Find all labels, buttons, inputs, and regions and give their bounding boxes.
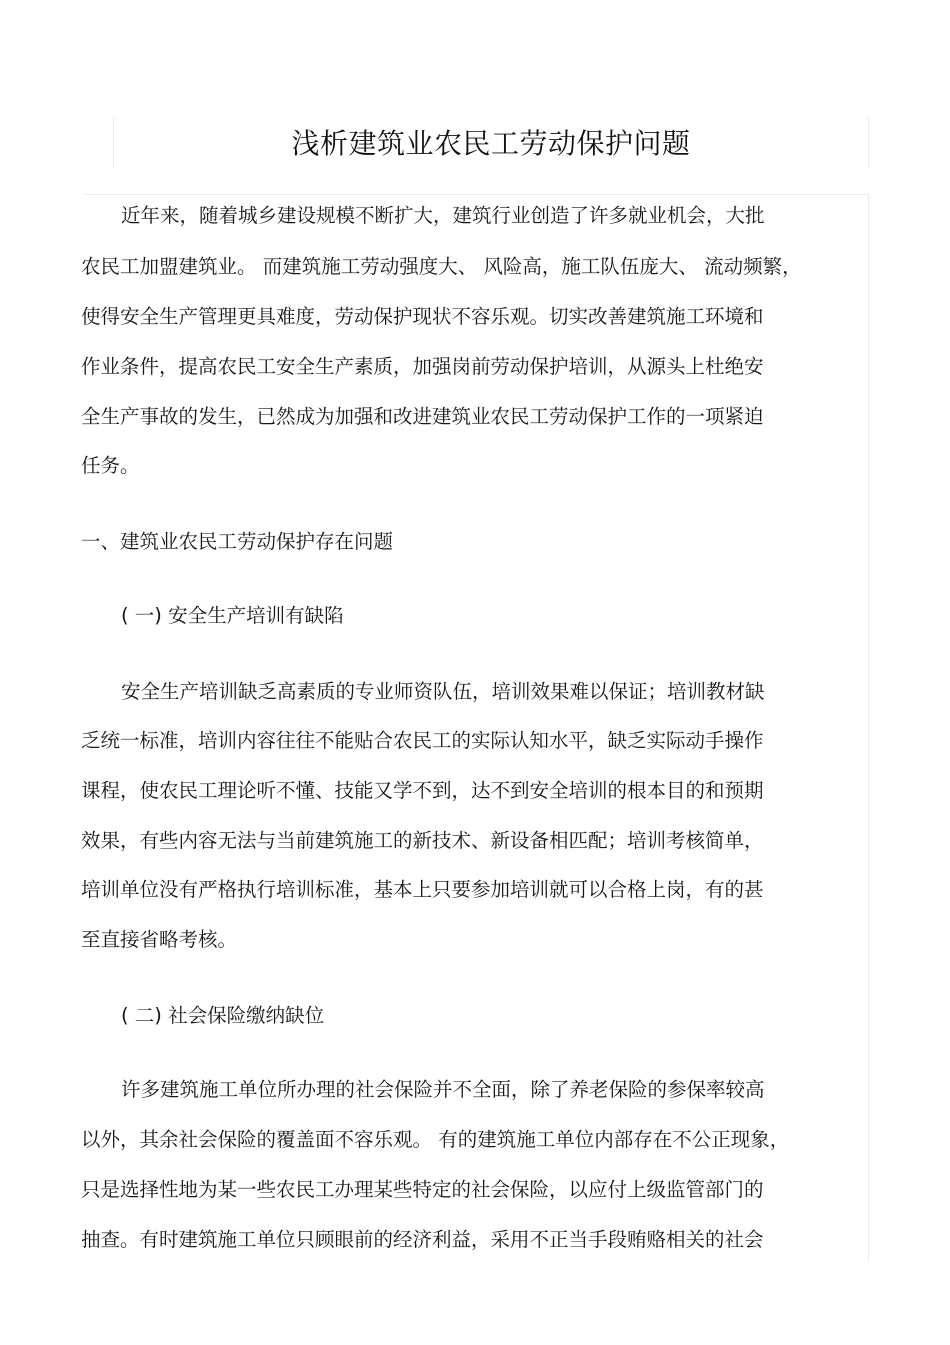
paragraph-line: 效果，有些内容无法与当前建筑施工的新技术、新设备相匹配；培训考核简单， [81, 829, 764, 852]
document-title: 浅析建筑业农民工劳动保护问题 [291, 127, 691, 160]
subsection-heading: ( 一) 安全生产培训有缺陷 [121, 604, 344, 627]
frame-line [868, 194, 869, 1262]
paragraph-line: 培训单位没有严格执行培训标准，基本上只要参加培训就可以合格上岗，有的甚 [81, 878, 764, 901]
paragraph-line: 作业条件，提高农民工安全生产素质，加强岗前劳动保护培训，从源头上杜绝安 [81, 355, 764, 378]
section-heading: 一、建筑业农民工劳动保护存在问题 [81, 530, 394, 553]
paragraph-line: 只是选择性地为某一些农民工办理某些特定的社会保险，以应付上级监管部门的 [81, 1178, 764, 1201]
paragraph-line: 使得安全生产管理更具难度，劳动保护现状不容乐观。切实改善建筑施工环境和 [81, 305, 764, 328]
subsection-heading: ( 二) 社会保险缴纳缺位 [121, 1004, 325, 1027]
paragraph-line: 安全生产培训缺乏高素质的专业师资队伍，培训效果难以保证；培训教材缺 [121, 680, 765, 703]
paragraph-line: 农民工加盟建筑业。 而建筑施工劳动强度大、 风险高，施工队伍庞大、 流动频繁， [81, 255, 802, 278]
paragraph-line: 至直接省略考核。 [81, 928, 238, 951]
paragraph-line: 近年来，随着城乡建设规模不断扩大，建筑行业创造了许多就业机会，大批 [121, 204, 765, 227]
paragraph-line: 乏统一标准，培训内容往往不能贴合农民工的实际认知水平，缺乏实际动手操作 [81, 729, 764, 752]
paragraph-line: 以外，其余社会保险的覆盖面不容乐观。 有的建筑施工单位内部存在不公正现象， [81, 1128, 790, 1151]
paragraph-line: 课程，使农民工理论听不懂、技能又学不到，达不到安全培训的根本目的和预期 [81, 779, 764, 802]
paragraph-line: 任务。 [81, 454, 140, 477]
paragraph-line: 抽查。有时建筑施工单位只顾眼前的经济利益，采用不正当手段贿赂相关的社会 [81, 1228, 764, 1251]
paragraph-line: 全生产事故的发生，已然成为加强和改进建筑业农民工劳动保护工作的一项紧迫 [81, 405, 764, 428]
paragraph-line: 许多建筑施工单位所办理的社会保险并不全面，除了养老保险的参保率较高 [121, 1078, 765, 1101]
frame-line [83, 194, 869, 195]
